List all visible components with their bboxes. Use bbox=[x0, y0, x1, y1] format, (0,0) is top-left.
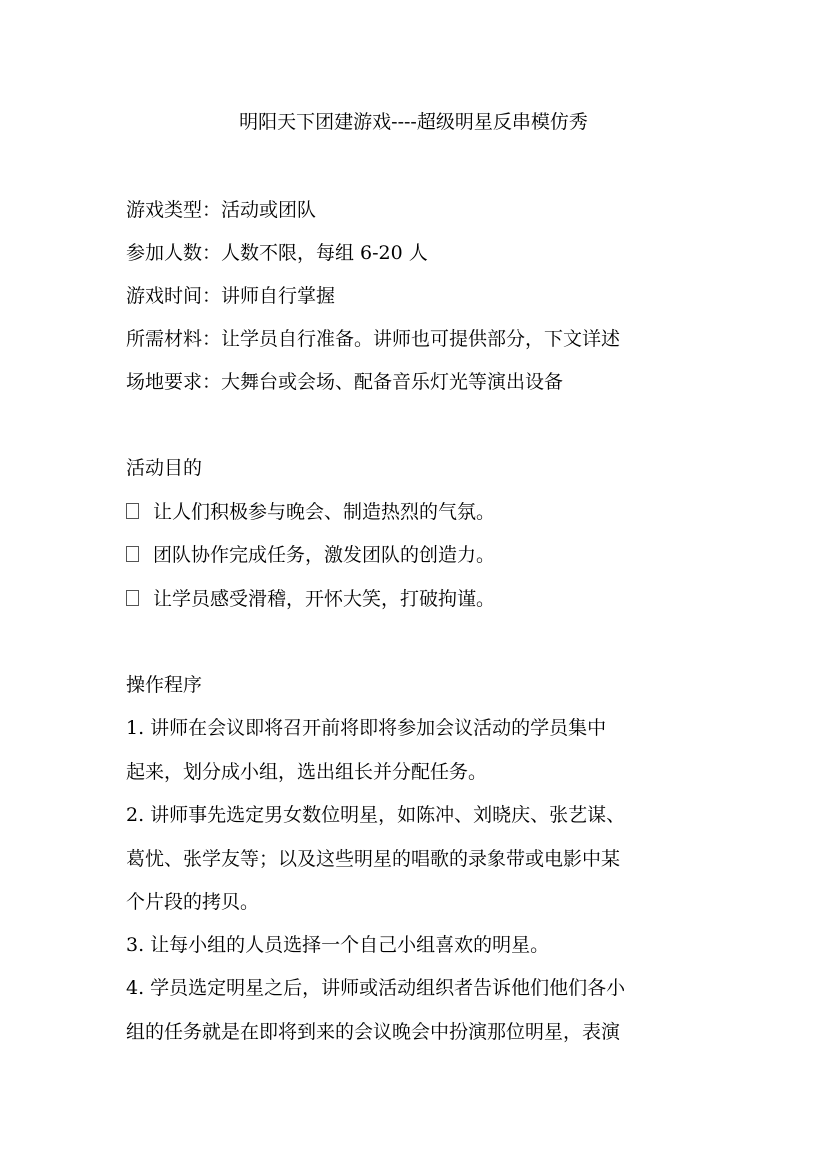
purpose-item-text: 团队协作完成任务，激发团队的创造力。 bbox=[153, 544, 496, 566]
purpose-item-text: 让人们积极参与晚会、制造热烈的气氛。 bbox=[153, 501, 496, 523]
info-materials: 所需材料：让学员自行准备。讲师也可提供部分，下文详述 bbox=[126, 328, 621, 350]
procedure-line: 2. 讲师事先选定男女数位明星，如陈冲、刘晓庆、张艺谋、 bbox=[126, 804, 626, 826]
procedure-line: 葛忧、张学友等；以及这些明星的唱歌的录象带或电影中某 bbox=[126, 848, 621, 870]
procedure-line: 组的任务就是在即将到来的会议晚会中扮演那位明星，表演 bbox=[126, 1021, 621, 1043]
document-title: 明阳天下团建游戏----超级明星反串模仿秀 bbox=[239, 111, 588, 133]
purpose-heading: 活动目的 bbox=[126, 457, 203, 479]
purpose-item bbox=[126, 541, 495, 569]
info-game-time: 游戏时间：讲师自行掌握 bbox=[126, 285, 336, 307]
procedure-line: 1. 讲师在会议即将召开前将即将参加会议活动的学员集中 bbox=[126, 717, 607, 739]
info-participants: 参加人数：人数不限，每组 6-20 人 bbox=[126, 242, 428, 264]
purpose-item-text: 让学员感受滑稽，开怀大笑，打破拘谨。 bbox=[153, 588, 496, 610]
info-game-type: 游戏类型：活动或团队 bbox=[126, 199, 317, 221]
purpose-item bbox=[126, 498, 495, 526]
procedure-line: 3. 让每小组的人员选择一个自己小组喜欢的明星。 bbox=[126, 934, 550, 956]
procedure-line: 个片段的拷贝。 bbox=[126, 891, 260, 913]
procedure-line: 起来，划分成小组，选出组长并分配任务。 bbox=[126, 761, 488, 783]
procedure-heading: 操作程序 bbox=[126, 674, 203, 696]
checkbox-bullet-icon bbox=[126, 503, 139, 519]
checkbox-bullet-icon bbox=[126, 546, 139, 562]
procedure-line: 4. 学员选定明星之后，讲师或活动组织者告诉他们他们各小 bbox=[126, 977, 626, 999]
checkbox-bullet-icon bbox=[126, 590, 139, 606]
purpose-item bbox=[126, 585, 495, 613]
info-venue: 场地要求：大舞台或会场、配备音乐灯光等演出设备 bbox=[126, 371, 564, 393]
